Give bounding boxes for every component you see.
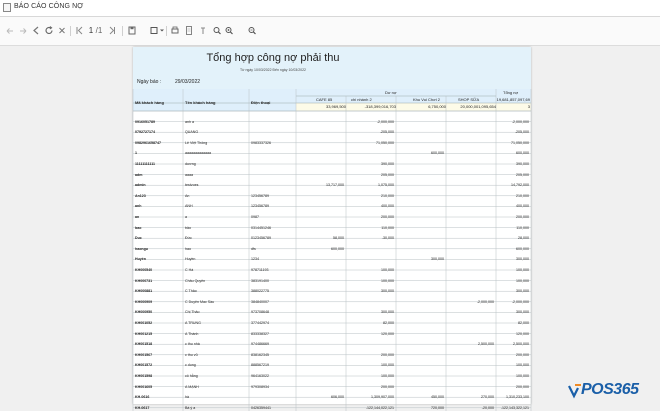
cell-customer-code: KH000950 — [135, 310, 153, 315]
cell-branch-4 — [448, 129, 494, 135]
cell-branch-2: 1,309,907,000 — [371, 395, 394, 400]
report-title: Tổng hợp công nợ phải thu — [206, 52, 340, 64]
cell-customer-code: bao — [135, 225, 142, 230]
cell-branch-4 — [448, 193, 494, 199]
cell-customer-name: Huyền — [185, 257, 196, 262]
cell-customer-name: Bà ý a — [185, 405, 196, 410]
cell-phone — [251, 182, 294, 188]
cell-phone: 973708648 — [251, 310, 269, 315]
cell-branch-4: -2,000,000 — [476, 299, 494, 304]
cell-branch-2: 205,000 — [381, 172, 394, 177]
cell-customer-code: adm — [135, 172, 143, 177]
cell-branch-3 — [398, 172, 444, 178]
cell-customer-name: anh a — [185, 119, 194, 124]
cell-branch-1: 600,000 — [331, 246, 344, 251]
cell-customer-name: A TRUNG — [185, 320, 201, 325]
cell-total: 82,000 — [518, 320, 529, 325]
cell-branch-1 — [298, 341, 344, 347]
cell-phone: 974486669 — [251, 342, 269, 347]
cell-branch-2: 200,000 — [381, 384, 394, 389]
report-date-label: Ngày báo : — [137, 79, 162, 85]
toolbar-divider — [70, 26, 71, 36]
toolbar-divider — [122, 26, 123, 36]
cell-customer-code: KH000731 — [135, 278, 153, 283]
cell-phone — [251, 172, 294, 178]
cell-branch-2: -122,144,022,121 — [365, 405, 394, 410]
next-page-icon[interactable] — [107, 24, 117, 37]
cell-branch-4 — [448, 161, 494, 167]
cell-branch-2: 100,000 — [381, 267, 394, 272]
cell-customer-name: An — [185, 193, 190, 198]
cell-branch-1 — [298, 161, 344, 167]
cell-total: 200,000 — [516, 352, 529, 357]
cell-branch-2 — [348, 150, 394, 156]
cell-customer-name: A MẠNH — [185, 384, 199, 389]
cell-customer-name: cô hằng — [185, 373, 198, 378]
cell-total: 28,000 — [518, 236, 529, 241]
cell-branch-3 — [398, 225, 444, 231]
toolbar-divider — [166, 26, 167, 36]
cell-branch-3 — [398, 119, 444, 125]
cell-branch-4: -20,000 — [481, 405, 494, 410]
cell-customer-code: Duc — [135, 236, 142, 241]
undo-icon[interactable] — [5, 24, 15, 37]
cell-phone — [251, 129, 294, 135]
cell-phone — [251, 394, 294, 400]
cell-phone: 123456789 — [251, 204, 269, 209]
grand-total-cont: 3 — [527, 104, 530, 109]
zoom-out-icon[interactable] — [247, 24, 257, 37]
cell-branch-4 — [448, 119, 494, 125]
cell-customer-code: An123 — [135, 193, 146, 198]
cell-total: 300,000 — [516, 289, 529, 294]
cell-branch-2: 100,000 — [381, 363, 394, 368]
cell-branch-1 — [298, 288, 344, 294]
cell-branch-1 — [298, 256, 344, 262]
cell-branch-3: 300,000 — [431, 257, 444, 262]
cell-branch-4 — [448, 172, 494, 178]
cell-total: 210,000 — [516, 193, 529, 198]
cell-customer-name: c thu vũ — [185, 352, 198, 357]
cell-branch-3 — [398, 161, 444, 167]
print-icon[interactable] — [170, 24, 180, 37]
cell-branch-4 — [448, 373, 494, 379]
cell-customer-code: KH001605 — [135, 384, 153, 389]
report-date-value: 29/03/2022 — [175, 79, 201, 85]
cell-total: 14,792,000 — [511, 183, 529, 188]
cell-branch-1 — [298, 384, 344, 390]
save-icon[interactable] — [127, 24, 137, 37]
cell-branch-2: 200,000 — [381, 214, 394, 219]
cell-customer-name: C Duyên Mac Sầu — [185, 299, 215, 304]
cell-branch-4 — [448, 140, 494, 146]
cell-phone: 0987 — [251, 214, 259, 219]
cell-total: -2,000,000 — [511, 119, 529, 124]
window-title: BÁO CÁO CÔNG NỢ — [14, 3, 84, 10]
cell-branch-1 — [298, 362, 344, 368]
cell-branch-1 — [298, 203, 344, 209]
cell-phone: 888567219 — [251, 363, 269, 368]
cell-customer-code: KH000540 — [135, 267, 153, 272]
cell-branch-1: 13,717,000 — [326, 183, 344, 188]
cell-branch-3 — [398, 320, 444, 326]
cell-customer-name: Châu Quyên — [185, 278, 206, 283]
cell-customer-name: C Thảo — [185, 289, 197, 294]
page-number-input[interactable]: 1 — [88, 26, 94, 35]
cell-customer-code: KH001518 — [135, 342, 153, 347]
cell-branch-3: 450,000 — [431, 395, 444, 400]
cell-customer-code: haongu — [135, 246, 148, 251]
cell-phone: 1234 — [251, 257, 259, 262]
cell-total: 600,000 — [516, 246, 529, 251]
redo-icon[interactable] — [18, 24, 28, 37]
first-page-icon[interactable] — [74, 24, 84, 37]
cell-phone: 377442974 — [251, 320, 269, 325]
header-debt-group: Dư nợ — [385, 90, 397, 95]
cell-customer-code: 0916051789 — [135, 119, 155, 124]
cell-branch-1 — [298, 278, 344, 284]
cell-branch-3 — [398, 384, 444, 390]
cell-customer-code: KH001598 — [135, 373, 153, 378]
cell-branch-2: -30,000 — [381, 236, 394, 241]
cell-phone: 0314451246 — [251, 225, 271, 230]
cell-phone: 964163022 — [251, 373, 269, 378]
cell-branch-4 — [448, 235, 494, 241]
cell-phone: 388022775 — [251, 289, 269, 294]
cell-branch-4 — [448, 203, 494, 209]
brand-name: POS365 — [581, 381, 639, 398]
cell-customer-code: KH-0616 — [135, 395, 150, 400]
cell-branch-3 — [398, 278, 444, 284]
cell-phone: 384840007 — [251, 299, 269, 304]
cell-customer-code: Huyền — [135, 257, 146, 262]
header-customer-code: Mã khách hàng — [135, 100, 164, 105]
cell-total: 300,000 — [516, 310, 529, 315]
cell-branch-2: 82,000 — [383, 320, 394, 325]
cell-customer-code: KH001567 — [135, 352, 153, 357]
cell-phone: 0983337326 — [251, 140, 271, 145]
cell-total: 71,050,000 — [511, 140, 529, 145]
cell-customer-code: anh — [135, 204, 142, 209]
cell-branch-2: -2,000,000 — [376, 119, 394, 124]
cell-phone: 383191400 — [251, 278, 269, 283]
cell-branch-4 — [448, 256, 494, 262]
cell-branch-3 — [398, 373, 444, 379]
header-total-debt: Tổng nợ — [503, 90, 519, 95]
cell-branch-1 — [298, 352, 344, 358]
cell-phone — [251, 150, 294, 156]
cell-branch-2: 100,000 — [381, 373, 394, 378]
cell-customer-name: bảo — [185, 225, 191, 230]
cell-branch-2: 390,000 — [381, 161, 394, 166]
cell-customer-name: hao — [185, 246, 191, 251]
cell-branch-2: 1,075,000 — [378, 183, 394, 188]
cell-branch-1 — [298, 299, 344, 305]
cell-branch-1: 58,000 — [333, 236, 344, 241]
cell-phone: 978711193 — [251, 267, 269, 272]
cell-customer-name: aaaaaaaaaaaaa — [185, 151, 211, 156]
cell-branch-4: 270,000 — [481, 395, 494, 400]
page-total: /1 — [95, 26, 103, 35]
cell-branch-2: 110,000 — [381, 225, 394, 230]
total-branch-4: 20,000,001,095,654 — [460, 104, 496, 109]
cell-branch-4 — [448, 214, 494, 220]
cell-total: -122,143,322,121 — [500, 405, 529, 410]
cell-total: 400,000 — [516, 204, 529, 209]
cell-branch-1 — [298, 140, 344, 146]
cell-branch-3: 600,000 — [431, 151, 444, 156]
cell-total: 100,000 — [516, 373, 529, 378]
cell-customer-code: an — [135, 214, 140, 219]
cell-customer-code: KH000881 — [135, 289, 153, 294]
cell-branch-1 — [298, 225, 344, 231]
cell-branch-4 — [448, 267, 494, 273]
cell-branch-3 — [398, 341, 444, 347]
cell-phone — [251, 119, 294, 125]
cell-customer-name: Lê Việt Thông — [185, 140, 208, 145]
cell-branch-4 — [448, 320, 494, 326]
cell-customer-name: hà — [185, 395, 189, 400]
cell-phone: 838162345 — [251, 352, 269, 357]
cell-customer-name: a — [185, 214, 187, 219]
header-branch-4: SHOP SỮA — [458, 97, 480, 102]
cell-customer-code: 0982961658747 — [135, 140, 161, 145]
cell-branch-1 — [298, 172, 344, 178]
cell-customer-name: QUANG — [185, 130, 199, 135]
cell-customer-name: dương — [185, 161, 196, 166]
cell-branch-3 — [398, 235, 444, 241]
cell-branch-2: 400,000 — [381, 204, 394, 209]
header-phone: Điện thoại — [251, 100, 271, 105]
cell-branch-1 — [298, 193, 344, 199]
cell-branch-1 — [298, 129, 344, 135]
cell-branch-1 — [298, 214, 344, 220]
cell-total: 100,000 — [516, 278, 529, 283]
cell-branch-4 — [448, 150, 494, 156]
find-icon[interactable] — [212, 24, 222, 37]
cell-total: 1,310,233,100 — [506, 395, 529, 400]
cell-branch-3 — [398, 267, 444, 273]
cell-total: 100,000 — [516, 363, 529, 368]
text-icon[interactable] — [198, 24, 208, 37]
grand-total: 19,681,857,097,69 — [496, 97, 530, 102]
cell-branch-3 — [398, 214, 444, 220]
cell-total: 300,000 — [516, 257, 529, 262]
cell-branch-1 — [298, 150, 344, 156]
cell-branch-3 — [398, 288, 444, 294]
cell-branch-2 — [348, 256, 394, 262]
cell-branch-3 — [398, 309, 444, 315]
cell-phone — [251, 161, 294, 167]
cell-branch-2 — [348, 246, 394, 252]
cell-total: 200,000 — [516, 384, 529, 389]
cell-branch-1 — [298, 331, 344, 337]
cell-branch-1 — [298, 119, 344, 125]
cell-customer-code: admin — [135, 183, 146, 188]
cell-branch-3 — [398, 352, 444, 358]
cell-customer-name: testvoes — [185, 183, 199, 188]
report-toolbar — [0, 17, 660, 46]
zoom-in-icon[interactable] — [224, 24, 234, 37]
cell-total: 120,000 — [516, 331, 529, 336]
cell-branch-4 — [448, 331, 494, 337]
cell-branch-2: 210,000 — [381, 193, 394, 198]
cell-customer-code: KH-0617 — [135, 405, 150, 410]
cell-branch-4 — [448, 246, 494, 252]
cell-customer-name: C Hà — [185, 267, 194, 272]
cell-branch-3 — [398, 193, 444, 199]
cell-total: 100,000 — [516, 267, 529, 272]
cell-branch-4 — [448, 384, 494, 390]
cell-branch-3 — [398, 140, 444, 146]
cell-phone: 979308934 — [251, 384, 269, 389]
cell-customer-code: KH001572 — [135, 363, 153, 368]
cell-branch-2: 300,000 — [381, 289, 394, 294]
cell-branch-4 — [448, 278, 494, 284]
cell-customer-code: KH001052 — [135, 320, 153, 325]
cell-branch-3 — [398, 246, 444, 252]
cell-branch-4 — [448, 182, 494, 188]
cell-phone: 833338327 — [251, 331, 269, 336]
cell-customer-name: Đức — [185, 236, 192, 241]
cell-branch-3 — [398, 362, 444, 368]
cell-branch-1 — [298, 320, 344, 326]
cell-branch-2 — [348, 299, 394, 305]
cell-branch-4 — [448, 225, 494, 231]
cell-branch-1 — [298, 405, 344, 411]
total-branch-1: 33,969,500 — [325, 104, 346, 109]
header-branch-3: Khu Vui Chơi 2 — [413, 97, 440, 102]
cell-customer-name: aaaa — [185, 172, 193, 177]
cell-customer-code: 1 — [135, 151, 137, 156]
cell-customer-name: ANH — [185, 204, 193, 209]
cell-total: -205,000 — [514, 130, 529, 135]
window-title-bar — [0, 0, 660, 17]
cell-total: 205,000 — [516, 172, 529, 177]
cell-customer-code: KH001215 — [135, 331, 153, 336]
cell-branch-2 — [348, 341, 394, 347]
header-customer-name: Tên khách hàng — [185, 100, 216, 105]
document-icon — [3, 3, 11, 12]
cell-phone: 0123456789 — [251, 236, 271, 241]
cell-customer-code: 0792727174 — [135, 130, 155, 135]
close-report-icon[interactable] — [57, 24, 67, 37]
cell-customer-name: A Thành — [185, 331, 199, 336]
cell-customer-name: c thu nhà — [185, 342, 200, 347]
cell-branch-2: 300,000 — [381, 310, 394, 315]
cell-branch-3 — [398, 331, 444, 337]
cell-customer-code: 11111111111 — [135, 161, 155, 166]
cell-total: 2,500,000 — [513, 342, 529, 347]
report-date-range: Từ ngày 10/03/2022 Đến ngày 10/03/2022 — [240, 68, 306, 72]
cell-branch-1: 606,000 — [331, 395, 344, 400]
cell-branch-4 — [448, 288, 494, 294]
header-branch-2: chi nhánh 2 — [351, 97, 372, 102]
cell-branch-2: 200,000 — [381, 352, 394, 357]
cell-branch-2: 100,000 — [381, 278, 394, 283]
header-branch-1: CAFE 85 — [316, 97, 333, 102]
cell-branch-2: 71,050,000 — [376, 140, 394, 145]
cell-branch-1 — [298, 309, 344, 315]
cell-customer-name: Chị Thảo — [185, 310, 200, 315]
cell-branch-1 — [298, 373, 344, 379]
cell-phone: dfs — [251, 246, 256, 251]
cell-phone: 123456789 — [251, 193, 269, 198]
cell-branch-3 — [398, 299, 444, 305]
cell-branch-4: 2,500,000 — [478, 342, 494, 347]
cell-branch-2: -205,000 — [379, 130, 394, 135]
report-page — [133, 47, 531, 410]
cell-customer-code: KH000909 — [135, 299, 153, 304]
cell-branch-4 — [448, 309, 494, 315]
cell-branch-3 — [398, 182, 444, 188]
cell-branch-3 — [398, 129, 444, 135]
refresh-icon[interactable] — [44, 24, 54, 37]
cell-phone: 0426359441 — [251, 405, 271, 410]
total-branch-3: 6,750,000 — [428, 104, 446, 109]
cell-branch-3: 720,000 — [431, 405, 444, 410]
cell-total: 110,000 — [516, 225, 529, 230]
page-layout-icon[interactable] — [184, 24, 194, 37]
total-branch-2: -318,399,016,703 — [364, 104, 396, 109]
cell-total: 200,000 — [516, 214, 529, 219]
export-dropdown-icon[interactable] — [150, 24, 164, 37]
cell-customer-name: c dung — [185, 363, 196, 368]
cell-branch-2: 120,000 — [381, 331, 394, 336]
cell-total: -2,000,000 — [511, 299, 529, 304]
cell-total: 390,000 — [516, 161, 529, 166]
cell-branch-3 — [398, 203, 444, 209]
cell-branch-4 — [448, 362, 494, 368]
cell-branch-4 — [448, 352, 494, 358]
cell-total: 600,000 — [516, 151, 529, 156]
back-icon[interactable] — [31, 24, 41, 37]
cell-branch-1 — [298, 267, 344, 273]
